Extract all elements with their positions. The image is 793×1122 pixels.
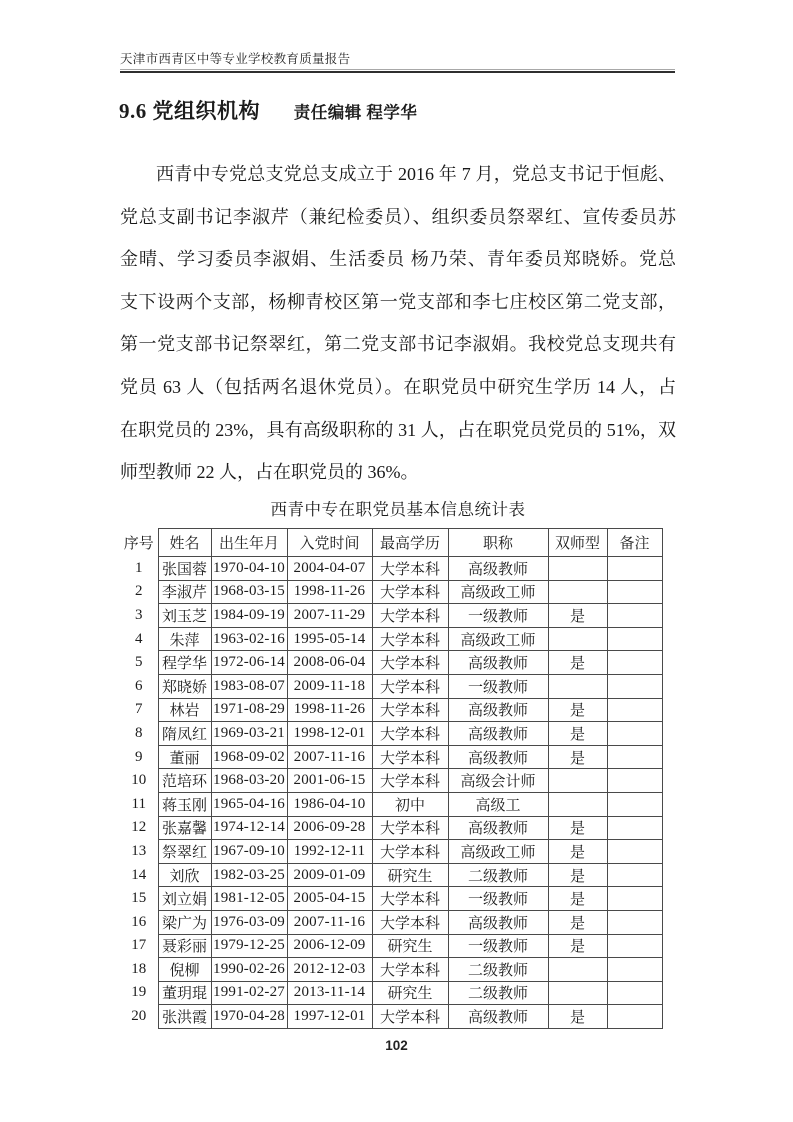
title-cell: 一级教师	[448, 887, 548, 911]
title-cell: 高级教师	[448, 698, 548, 722]
birthdate-cell: 1965-04-16	[211, 792, 287, 816]
join-date-cell: 2004-04-07	[287, 557, 372, 581]
paragraph-line: 金晴、学习委员李淑娟、生活委员 杨乃荣、青年委员郑晓娇。党总	[120, 249, 676, 270]
row-index-cell: 17	[131, 937, 147, 954]
name-cell: 张洪霞	[158, 1005, 211, 1029]
name-cell: 梁广为	[158, 910, 211, 934]
column-header-education: 最高学历	[372, 529, 448, 557]
table-row	[120, 580, 662, 604]
remarks-cell	[607, 958, 662, 982]
dual-qualified-cell: 是	[548, 863, 607, 887]
row-index-cell: 10	[131, 772, 147, 789]
dual-qualified-cell: 是	[548, 698, 607, 722]
body-paragraph	[120, 153, 676, 494]
education-cell: 大学本科	[372, 840, 448, 864]
party-members-table	[120, 528, 663, 1029]
table-row	[120, 840, 662, 864]
dual-qualified-cell: 是	[548, 604, 607, 628]
row-index-cell: 15	[131, 890, 147, 907]
name-cell: 郑晓娇	[158, 674, 211, 698]
education-cell: 大学本科	[372, 627, 448, 651]
remarks-cell	[607, 627, 662, 651]
name-cell: 李淑芹	[158, 580, 211, 604]
education-cell: 研究生	[372, 934, 448, 958]
remarks-cell	[607, 604, 662, 628]
name-cell: 范培环	[158, 769, 211, 793]
table-row	[120, 674, 662, 698]
join-date-cell: 1997-12-01	[287, 1005, 372, 1029]
education-cell: 大学本科	[372, 745, 448, 769]
remarks-cell	[607, 674, 662, 698]
remarks-cell	[607, 981, 662, 1005]
title-cell: 高级教师	[448, 651, 548, 675]
name-cell: 隋凤红	[158, 722, 211, 746]
row-index-cell: 5	[135, 654, 143, 671]
join-date-cell: 2005-04-15	[287, 887, 372, 911]
remarks-cell	[607, 792, 662, 816]
education-cell: 大学本科	[372, 651, 448, 675]
education-cell: 大学本科	[372, 769, 448, 793]
paragraph-line: 西青中专党总支党总支成立于 2016 年 7 月，党总支书记于恒彪、	[156, 164, 676, 184]
dual-qualified-cell: 是	[548, 840, 607, 864]
dual-qualified-cell	[548, 674, 607, 698]
birthdate-cell: 1971-08-29	[211, 698, 287, 722]
row-index-cell: 12	[131, 819, 147, 836]
birthdate-cell: 1968-03-20	[211, 769, 287, 793]
remarks-cell	[607, 840, 662, 864]
dual-qualified-cell: 是	[548, 816, 607, 840]
column-header-title: 职称	[448, 529, 548, 557]
row-index-cell: 20	[131, 1008, 147, 1025]
name-cell: 刘立娟	[158, 887, 211, 911]
paragraph-line: 党总支副书记李淑芹（兼纪检委员）、组织委员祭翠红、宣传委员苏	[120, 206, 676, 227]
join-date-cell: 2013-11-14	[287, 981, 372, 1005]
row-index-cell: 8	[135, 724, 143, 741]
join-date-cell: 1998-11-26	[287, 580, 372, 604]
remarks-cell	[607, 816, 662, 840]
birthdate-cell: 1983-08-07	[211, 674, 287, 698]
birthdate-cell: 1970-04-10	[211, 557, 287, 581]
dual-qualified-cell	[548, 792, 607, 816]
dual-qualified-cell: 是	[548, 934, 607, 958]
education-cell: 大学本科	[372, 698, 448, 722]
remarks-cell	[607, 722, 662, 746]
join-date-cell: 2009-01-09	[287, 863, 372, 887]
name-cell: 祭翠红	[158, 840, 211, 864]
remarks-cell	[607, 863, 662, 887]
join-date-cell: 2009-11-18	[287, 674, 372, 698]
birthdate-cell: 1968-09-02	[211, 745, 287, 769]
join-date-cell: 2007-11-16	[287, 745, 372, 769]
birthdate-cell: 1974-12-14	[211, 816, 287, 840]
title-cell: 二级教师	[448, 958, 548, 982]
section-heading	[119, 95, 417, 125]
dual-qualified-cell	[548, 627, 607, 651]
birthdate-cell: 1981-12-05	[211, 887, 287, 911]
table-row	[120, 769, 662, 793]
column-header-index: 序号	[123, 536, 154, 552]
dual-qualified-cell: 是	[548, 745, 607, 769]
row-index-cell: 1	[135, 559, 143, 576]
name-cell: 刘玉芝	[158, 604, 211, 628]
row-index-cell: 11	[131, 795, 146, 812]
education-cell: 大学本科	[372, 557, 448, 581]
remarks-cell	[607, 769, 662, 793]
remarks-cell	[607, 934, 662, 958]
title-cell: 高级教师	[448, 722, 548, 746]
table-row	[120, 887, 662, 911]
birthdate-cell: 1991-02-27	[211, 981, 287, 1005]
dual-qualified-cell: 是	[548, 722, 607, 746]
name-cell: 张嘉馨	[158, 816, 211, 840]
join-date-cell: 1998-11-26	[287, 698, 372, 722]
column-header-join-date: 入党时间	[287, 529, 372, 557]
education-cell: 大学本科	[372, 604, 448, 628]
paragraph-line: 第一党支部书记祭翠红，第二党支部书记李淑娟。我校党总支现共有	[120, 334, 676, 355]
name-cell: 董玥琨	[158, 981, 211, 1005]
birthdate-cell: 1968-03-15	[211, 580, 287, 604]
education-cell: 大学本科	[372, 958, 448, 982]
name-cell: 程学华	[158, 651, 211, 675]
title-cell: 高级教师	[448, 910, 548, 934]
column-header-birthdate: 出生年月	[211, 529, 287, 557]
column-header-name: 姓名	[158, 529, 211, 557]
running-header-text: 天津市西青区中等专业学校教育质量报告	[120, 52, 351, 66]
paragraph-line: 党员 63 人（包括两名退休党员）。在职党员中研究生学历 14 人，占	[120, 376, 676, 397]
section-title: 9.6 党组织机构	[119, 99, 260, 123]
row-index-cell: 16	[131, 913, 147, 930]
table-row	[120, 604, 662, 628]
paragraph-line: 在职党员的 23%，具有高级职称的 31 人，占在职党员党员的 51%，双	[120, 419, 676, 440]
party-table-body	[120, 557, 662, 1029]
education-cell: 大学本科	[372, 674, 448, 698]
column-header-dual-qualified: 双师型	[548, 529, 607, 557]
column-header-remarks: 备注	[607, 529, 662, 557]
remarks-cell	[607, 557, 662, 581]
title-cell: 一级教师	[448, 934, 548, 958]
dual-qualified-cell: 是	[548, 910, 607, 934]
table-row	[120, 863, 662, 887]
name-cell: 蒋玉刚	[158, 792, 211, 816]
row-index-cell: 2	[135, 583, 143, 600]
remarks-cell	[607, 651, 662, 675]
name-cell: 刘欣	[158, 863, 211, 887]
remarks-cell	[607, 1005, 662, 1029]
section-editor-credit: 责任编辑 程学华	[293, 103, 418, 122]
dual-qualified-cell: 是	[548, 887, 607, 911]
join-date-cell: 2008-06-04	[287, 651, 372, 675]
join-date-cell: 2012-12-03	[287, 958, 372, 982]
birthdate-cell: 1976-03-09	[211, 910, 287, 934]
table-row	[120, 816, 662, 840]
dual-qualified-cell	[548, 557, 607, 581]
title-cell: 二级教师	[448, 981, 548, 1005]
row-index-cell: 9	[135, 748, 143, 765]
title-cell: 高级教师	[448, 745, 548, 769]
education-cell: 初中	[372, 792, 448, 816]
title-cell: 高级会计师	[448, 769, 548, 793]
table-row	[120, 1005, 662, 1029]
dual-qualified-cell	[548, 769, 607, 793]
header-divider	[120, 69, 675, 73]
title-cell: 高级教师	[448, 1005, 548, 1029]
birthdate-cell: 1984-09-19	[211, 604, 287, 628]
join-date-cell: 1995-05-14	[287, 627, 372, 651]
dual-qualified-cell	[548, 580, 607, 604]
remarks-cell	[607, 580, 662, 604]
table-row	[120, 910, 662, 934]
name-cell: 林岩	[158, 698, 211, 722]
title-cell: 二级教师	[448, 863, 548, 887]
table-row	[120, 792, 662, 816]
row-index-cell: 6	[135, 677, 143, 694]
dual-qualified-cell: 是	[548, 1005, 607, 1029]
dual-qualified-cell	[548, 981, 607, 1005]
table-row	[120, 651, 662, 675]
dual-qualified-cell: 是	[548, 651, 607, 675]
join-date-cell: 2007-11-29	[287, 604, 372, 628]
join-date-cell: 1986-04-10	[287, 792, 372, 816]
table-row	[120, 627, 662, 651]
birthdate-cell: 1972-06-14	[211, 651, 287, 675]
row-index-cell: 13	[131, 842, 147, 859]
name-cell: 朱萍	[158, 627, 211, 651]
birthdate-cell: 1970-04-28	[211, 1005, 287, 1029]
table-row	[120, 934, 662, 958]
education-cell: 大学本科	[372, 580, 448, 604]
education-cell: 研究生	[372, 863, 448, 887]
title-cell: 高级教师	[448, 816, 548, 840]
remarks-cell	[607, 698, 662, 722]
remarks-cell	[607, 887, 662, 911]
birthdate-cell: 1963-02-16	[211, 627, 287, 651]
join-date-cell: 1992-12-11	[287, 840, 372, 864]
remarks-cell	[607, 745, 662, 769]
birthdate-cell: 1979-12-25	[211, 934, 287, 958]
join-date-cell: 2001-06-15	[287, 769, 372, 793]
paragraph-line: 师型教师 22 人，占在职党员的 36%。	[120, 462, 419, 483]
birthdate-cell: 1969-03-21	[211, 722, 287, 746]
birthdate-cell: 1967-09-10	[211, 840, 287, 864]
row-index-cell: 18	[131, 960, 147, 977]
row-index-cell: 3	[135, 606, 143, 623]
title-cell: 一级教师	[448, 674, 548, 698]
table-row	[120, 722, 662, 746]
paragraph-line: 支下设两个支部，杨柳青校区第一党支部和李七庄校区第二党支部，	[120, 291, 676, 312]
join-date-cell: 2006-12-09	[287, 934, 372, 958]
table-row	[120, 557, 662, 581]
title-cell: 高级政工师	[448, 627, 548, 651]
join-date-cell: 1998-12-01	[287, 722, 372, 746]
row-index-cell: 7	[135, 701, 143, 718]
education-cell: 大学本科	[372, 722, 448, 746]
education-cell: 大学本科	[372, 910, 448, 934]
join-date-cell: 2006-09-28	[287, 816, 372, 840]
name-cell: 聂彩丽	[158, 934, 211, 958]
title-cell: 高级教师	[448, 557, 548, 581]
table-row	[120, 981, 662, 1005]
table-row	[120, 698, 662, 722]
table-row	[120, 745, 662, 769]
education-cell: 研究生	[372, 981, 448, 1005]
birthdate-cell: 1990-02-26	[211, 958, 287, 982]
birthdate-cell: 1982-03-25	[211, 863, 287, 887]
title-cell: 高级政工师	[448, 580, 548, 604]
education-cell: 大学本科	[372, 1005, 448, 1029]
title-cell: 高级工	[448, 792, 548, 816]
name-cell: 倪柳	[158, 958, 211, 982]
name-cell: 张国蓉	[158, 557, 211, 581]
table-title: 西青中专在职党员基本信息统计表	[270, 500, 526, 519]
join-date-cell: 2007-11-16	[287, 910, 372, 934]
row-index-cell: 4	[135, 630, 143, 647]
education-cell: 大学本科	[372, 887, 448, 911]
education-cell: 大学本科	[372, 816, 448, 840]
row-index-cell: 14	[131, 866, 147, 883]
dual-qualified-cell	[548, 958, 607, 982]
title-cell: 一级教师	[448, 604, 548, 628]
row-index-cell: 19	[131, 984, 147, 1001]
title-cell: 高级政工师	[448, 840, 548, 864]
name-cell: 董丽	[158, 745, 211, 769]
page-number: 102	[385, 1038, 408, 1053]
remarks-cell	[607, 910, 662, 934]
table-row	[120, 958, 662, 982]
table-header-row	[120, 529, 662, 557]
